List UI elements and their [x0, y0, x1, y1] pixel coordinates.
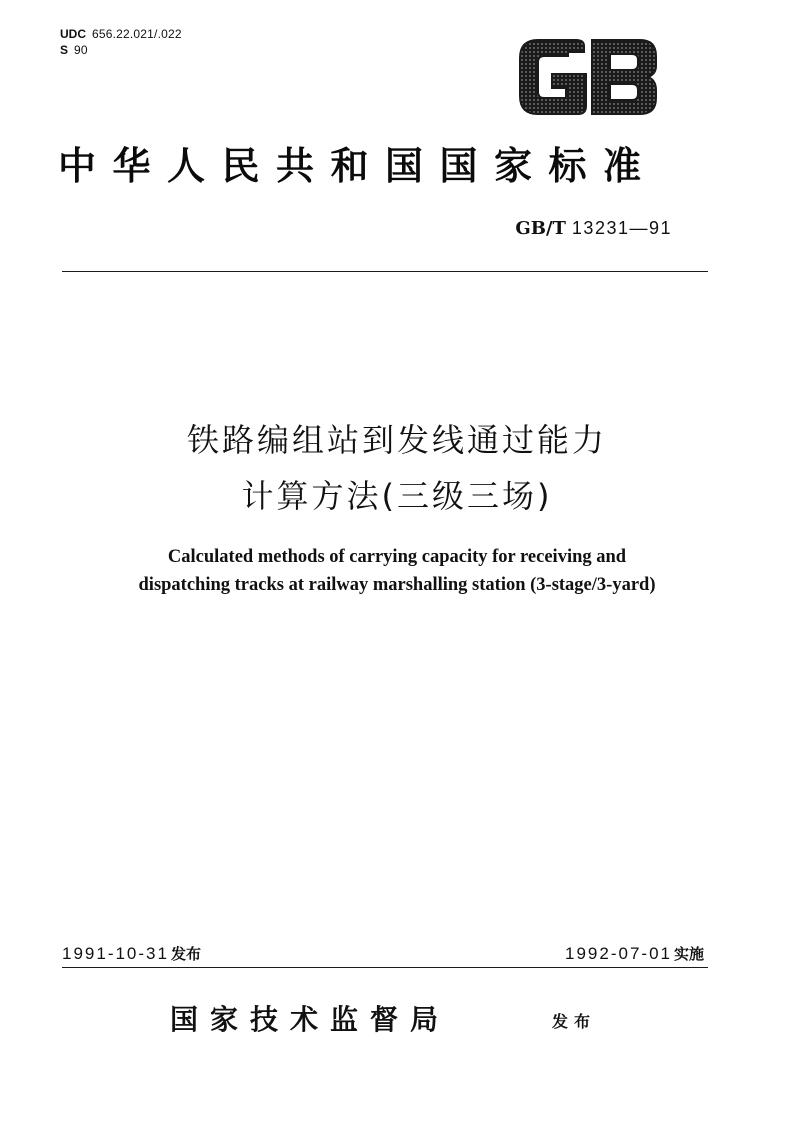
national-standard-title: 中华人民共和国国家标准	[58, 143, 658, 188]
issue-date-value: 1991-10-31	[62, 944, 169, 963]
logo-letter-b	[592, 40, 656, 114]
document-title-en-line2: dispatching tracks at railway marshalling station (3-stage/3-yard)	[138, 575, 656, 595]
s-label: S	[60, 43, 69, 57]
issuing-authority: 国家技术监督局	[170, 1003, 451, 1036]
document-title-en-line1: Calculated methods of carrying capacity for receiving and	[167, 547, 627, 567]
publish-label: 发布	[552, 1012, 597, 1031]
bottom-divider	[62, 967, 708, 968]
logo-letter-g	[520, 40, 586, 114]
udc-line	[60, 26, 182, 42]
implementation-date	[565, 942, 704, 966]
issue-date	[62, 942, 201, 966]
standard-number-prefix: GB/T	[515, 218, 566, 239]
s-line	[60, 42, 182, 58]
udc-label: UDC	[60, 27, 86, 41]
document-title-cn-line2: 计算方法(三级三场)	[241, 477, 553, 515]
gb-logo	[516, 38, 660, 116]
udc-block	[60, 26, 182, 58]
document-title-cn-line1: 铁路编组站到发线通过能力	[186, 421, 607, 459]
s-code: 90	[74, 43, 88, 57]
implementation-date-value: 1992-07-01	[565, 944, 672, 963]
implementation-date-label: 实施	[673, 945, 704, 963]
top-divider	[62, 271, 708, 272]
standard-number-value: 13231—91	[571, 218, 672, 238]
udc-code: 656.22.021/.022	[92, 27, 182, 41]
standard-number	[478, 216, 672, 241]
issue-date-label: 发布	[170, 945, 201, 963]
